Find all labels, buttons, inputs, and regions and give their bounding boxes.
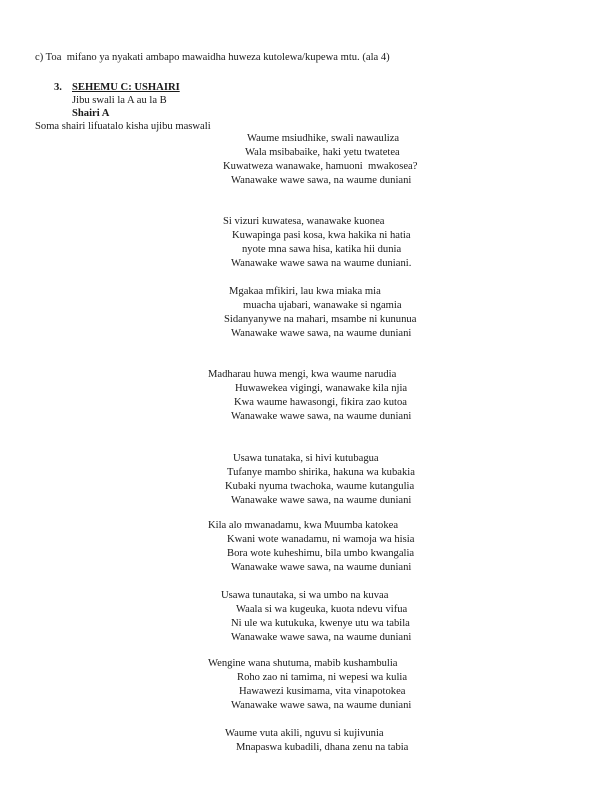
poem-line: Wanawake wawe sawa, na waume duniani: [231, 632, 412, 643]
poem-line: Waume msiudhike, swali nawauliza: [247, 133, 400, 144]
poem-line: Kila alo mwanadamu, kwa Muumba katokea: [208, 520, 399, 531]
question-c: c) Toa mifano ya nyakati ambapo mawaidha huweza kutolewa/kupewa mtu. (ala 4): [35, 52, 390, 63]
poem-line: Usawa tunataka, si hivi kutubagua: [233, 453, 379, 464]
poem-line: Usawa tunautaka, si wa umbo na kuvaa: [221, 590, 389, 601]
poem-prompt: Soma shairi lifuatalo kisha ujibu maswali: [35, 121, 211, 132]
poem-line: Huwawekea vigingi, wanawake kila njia: [235, 383, 408, 394]
poem-line: Kwani wote wanadamu, ni wamoja wa hisia: [227, 534, 415, 545]
section-number: 3.: [54, 82, 62, 93]
poem-line: Wanawake wawe sawa, na waume duniani: [231, 562, 412, 573]
poem-line: Kuwatweza wanawake, hamuoni mwakosea?: [223, 161, 418, 172]
poem-line: Wanawake wawe sawa, na waume duniani: [231, 495, 412, 506]
section-instruction: Jibu swali la A au la B: [72, 95, 167, 106]
poem-line: Kubaki nyuma twachoka, waume kutangulia: [225, 481, 415, 492]
poem-line: Roho zao ni tamima, ni wepesi wa kulia: [237, 672, 408, 683]
poem-line: Sidanyanywe na mahari, msambe ni kununua: [224, 314, 417, 325]
poem-line: Waume vuta akili, nguvu si kujivunia: [225, 728, 384, 739]
poem-line: Wanawake wawe sawa, na waume duniani: [231, 175, 412, 186]
poem-line: Mnapaswa kubadili, dhana zenu na tabia: [236, 742, 409, 753]
poem-line: Mgakaa mfikiri, lau kwa miaka mia: [229, 286, 381, 297]
poem-line: Ni ule wa kutukuka, kwenye utu wa tabila: [231, 618, 410, 629]
section-title: SEHEMU C: USHAIRI: [72, 82, 180, 93]
poem-line: Wanawake wawe sawa na waume duniani.: [231, 258, 412, 269]
poem-line: Tufanye mambo shirika, hakuna wa kubakia: [227, 467, 415, 478]
poem-line: Madharau huwa mengi, kwa waume narudia: [208, 369, 397, 380]
poem-line: Waala si wa kugeuka, kuota ndevu vifua: [236, 604, 408, 615]
poem-line: Wala msibabaike, haki yetu twatetea: [245, 147, 400, 158]
poem-line: Wengine wana shutuma, mabib kushambulia: [208, 658, 398, 669]
poem-line: nyote mna sawa hisa, katika hii dunia: [242, 244, 402, 255]
poem-line: Wanawake wawe sawa, na waume duniani: [231, 700, 412, 711]
poem-line: Wanawake wawe sawa, na waume duniani: [231, 411, 412, 422]
poem-line: muacha ujabari, wanawake si ngamia: [243, 300, 402, 311]
poem-line: Si vizuri kuwatesa, wanawake kuonea: [223, 216, 385, 227]
poem-label: Shairi A: [72, 108, 110, 119]
poem-line: Kwa waume hawasongi, fikira zao kutoa: [234, 397, 407, 408]
poem-line: Hawawezi kusimama, vita vinapotokea: [239, 686, 406, 697]
poem-line: Bora wote kuheshimu, bila umbo kwangalia: [227, 548, 415, 559]
poem-line: Kuwapinga pasi kosa, kwa hakika ni hatia: [232, 230, 411, 241]
poem-line: Wanawake wawe sawa, na waume duniani: [231, 328, 412, 339]
